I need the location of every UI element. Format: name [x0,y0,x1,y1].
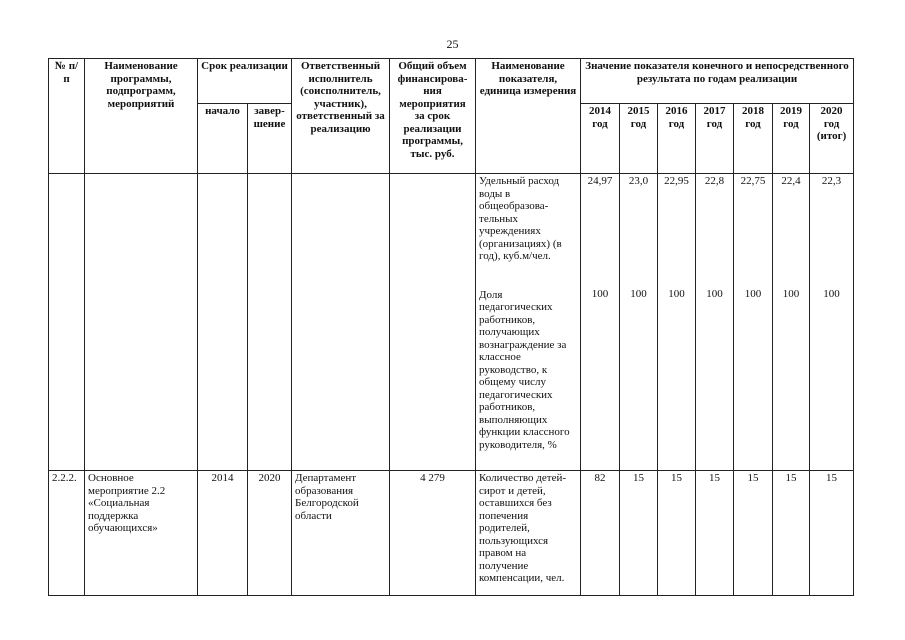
header-values-title: Значение показателя конечного и непосредственного результата по годам реализации [581,59,854,104]
row-end: 2020 [248,471,292,596]
year-value-2014: 24,97 100 [581,174,620,471]
indicator-text: Доля педагогических работников, получающих вознаграждение за классное руководство, к общему числу педагогических работников, выполняющих функции классного руководителя, % [479,288,570,451]
row-name: Основное мероприятие 2.2 «Социальная поддержка обучающихся» [85,471,198,596]
page-number: 25 [446,37,459,51]
row-executor [292,174,390,471]
year-value-2016: 22,95 100 [658,174,696,471]
year-value-2019: 22,4 100 [773,174,810,471]
header-row-1 [49,59,854,104]
header-executor: Ответственный исполнитель (соисполнитель, участник), ответственный за реализацию [292,59,390,174]
row-volume: 4 279 [390,471,476,596]
row-start: 2014 [198,471,248,596]
row-start [198,174,248,471]
year-value-2020: 15 [810,471,854,596]
row-volume [390,174,476,471]
header-term-start: начало [198,104,248,174]
header-term: Срок реализации [198,59,292,104]
header-year-2015: 2015 год [620,104,658,174]
header-volume: Общий объем финансирова-ния мероприятия за срок реализации программы, тыс. руб. [390,59,476,174]
year-value-2017: 22,8 100 [696,174,734,471]
year-value-2018: 15 [734,471,773,596]
year-value-2020: 22,3 100 [810,174,854,471]
header-year-2020: 2020 год (итог) [810,104,854,174]
year-value-2015: 15 [620,471,658,596]
header-indicator: Наименование показателя, единица измерения [476,59,581,174]
program-table [48,58,854,596]
header-year-2017: 2017 год [696,104,734,174]
row-num [49,174,85,471]
row-name [85,174,198,471]
header-term-end: завер-шение [248,104,292,174]
row-executor: Департамент образования Белгородской области [292,471,390,596]
row-num: 2.2.2. [49,471,85,596]
year-value-2015: 23,0 100 [620,174,658,471]
table-row [49,174,854,471]
year-value-2019: 15 [773,471,810,596]
year-value-2014: 82 [581,471,620,596]
row-indicators [476,174,581,471]
header-name: Наименование программы, подпрограмм, мероприятий [85,59,198,174]
year-value-2017: 15 [696,471,734,596]
header-year-2014: 2014 год [581,104,620,174]
indicator-text: Удельный расход воды в общеобразова-тельных учреждениях (организациях) (в год), куб.м/чел. [479,175,562,262]
year-value-2018: 22,75 100 [734,174,773,471]
header-num: № п/п [49,59,85,174]
indicator-text: Количество детей-сирот и детей, оставшихся без попечения родителей, пользующихся правом на получение компенсации, чел. [476,471,581,596]
table-row [49,471,854,596]
header-year-2016: 2016 год [658,104,696,174]
row-end [248,174,292,471]
header-year-2018: 2018 год [734,104,773,174]
year-value-2016: 15 [658,471,696,596]
header-year-2019: 2019 год [773,104,810,174]
